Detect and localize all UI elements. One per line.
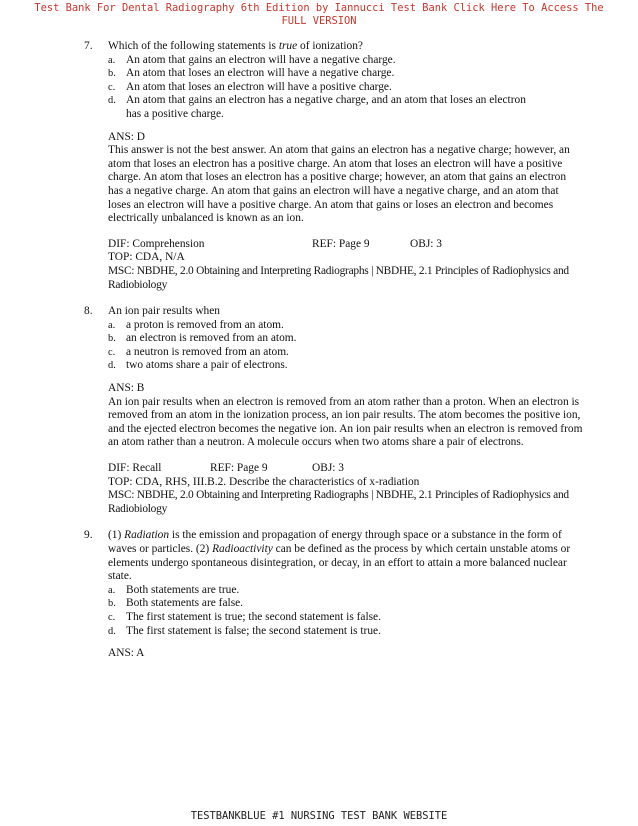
- objective: OBJ: 3: [410, 237, 442, 250]
- answer-key: ANS: A: [108, 647, 145, 660]
- question-metadata: [108, 238, 584, 292]
- question-9: [84, 529, 584, 660]
- footer-text: TESTBANKBLUE #1 NURSING TEST BANK WEBSITE: [190, 810, 448, 822]
- question-metadata: [108, 462, 584, 516]
- difficulty: DIF: Recall: [108, 462, 162, 475]
- msc: MSC: NBDHE, 2.0 Obtaining and Interpreting Radiographs | NBDHE, 2.1 Principles of Radiophysics and Radiobiology: [108, 489, 569, 515]
- option-c: c. a neutron is removed from an atom.: [108, 345, 289, 358]
- option-d: d. The first statement is false; the second statement is true.: [108, 624, 381, 637]
- question-7: [84, 40, 584, 292]
- answer-key: ANS: B: [108, 382, 145, 395]
- msc: MSC: NBDHE, 2.0 Obtaining and Interpreting Radiographs | NBDHE, 2.1 Principles of Radiophysics and Radiobiology: [108, 264, 569, 291]
- banner-line-2[interactable]: FULL VERSION: [281, 14, 357, 27]
- option-a: a. An atom that gains an electron will have a negative charge.: [108, 53, 396, 66]
- document-body: [84, 40, 584, 674]
- question-stem: An ion pair results when: [108, 305, 220, 318]
- banner-line-1[interactable]: Test Bank For Dental Radiography 6th Edition by Iannucci Test Bank Click Here To Access The: [34, 2, 604, 14]
- rationale: This answer is not the best answer. An atom that gains an electron has a negative charge; however, an atom that loses an electron has a positive charge. An atom that loses an electron will have a positive charge. An atom that loses an electron has a positive charge; however, an atom that gains an electron has a negative charge. An atom that gains an electron will have a negative charge, and an atom that loses an electron will have a positive charge. An atom that gains or loses an electron and becomes electrically unbalanced is known as an ion.: [108, 144, 570, 225]
- topic: TOP: CDA, RHS, III.B.2. Describe the characteristics of x-radiation: [108, 475, 420, 488]
- option-b: b. an electron is removed from an atom.: [108, 332, 297, 345]
- option-a: a. Both statements are true.: [108, 583, 240, 596]
- topic: TOP: CDA, N/A: [108, 251, 185, 264]
- reference: REF: Page 9: [210, 462, 268, 475]
- difficulty: DIF: Comprehension: [108, 237, 205, 250]
- header-banner[interactable]: [0, 2, 638, 27]
- question-stem: (1) Radiation is the emission and propagation of energy through space or a substance in the form of waves or particles. (2) Radioactivity can be defined as the process by which certain unstable atoms or elements undergo spontaneous disintegration, or decay, in an effort to attain a more balanced nuclear state.: [108, 529, 571, 583]
- option-c: c. The first statement is true; the second statement is false.: [108, 610, 381, 623]
- option-b: b. An atom that loses an electron will have a negative charge.: [108, 67, 395, 80]
- option-c: c. An atom that loses an electron will have a positive charge.: [108, 80, 392, 93]
- option-b: b. Both statements are false.: [108, 597, 244, 610]
- question-number: 7.: [84, 40, 93, 52]
- question-number: 9.: [84, 529, 93, 542]
- question-8: [84, 305, 584, 516]
- option-a: a. a proton is removed from an atom.: [108, 318, 284, 331]
- objective: OBJ: 3: [312, 462, 344, 475]
- question-stem: Which of the following statements is true of ionization?: [108, 40, 363, 52]
- question-number: 8.: [84, 305, 93, 318]
- answer-key: ANS: D: [108, 130, 146, 143]
- rationale: An ion pair results when an electron is removed from an atom rather than a proton. When an electron is removed from an atom in the ionization process, an ion pair results. The atom becomes the positive ion, and the ejected electron becomes the negative ion. An ion pair results when an electron is removed from an atom rather than a neutron. A molecule occurs when two atoms share a pair of electrons.: [108, 395, 583, 449]
- option-d: d. An atom that gains an electron has a negative charge, and an atom that loses an electron has a positive charge.: [108, 94, 526, 120]
- option-d: d. two atoms share a pair of electrons.: [108, 359, 288, 372]
- reference: REF: Page 9: [312, 237, 370, 250]
